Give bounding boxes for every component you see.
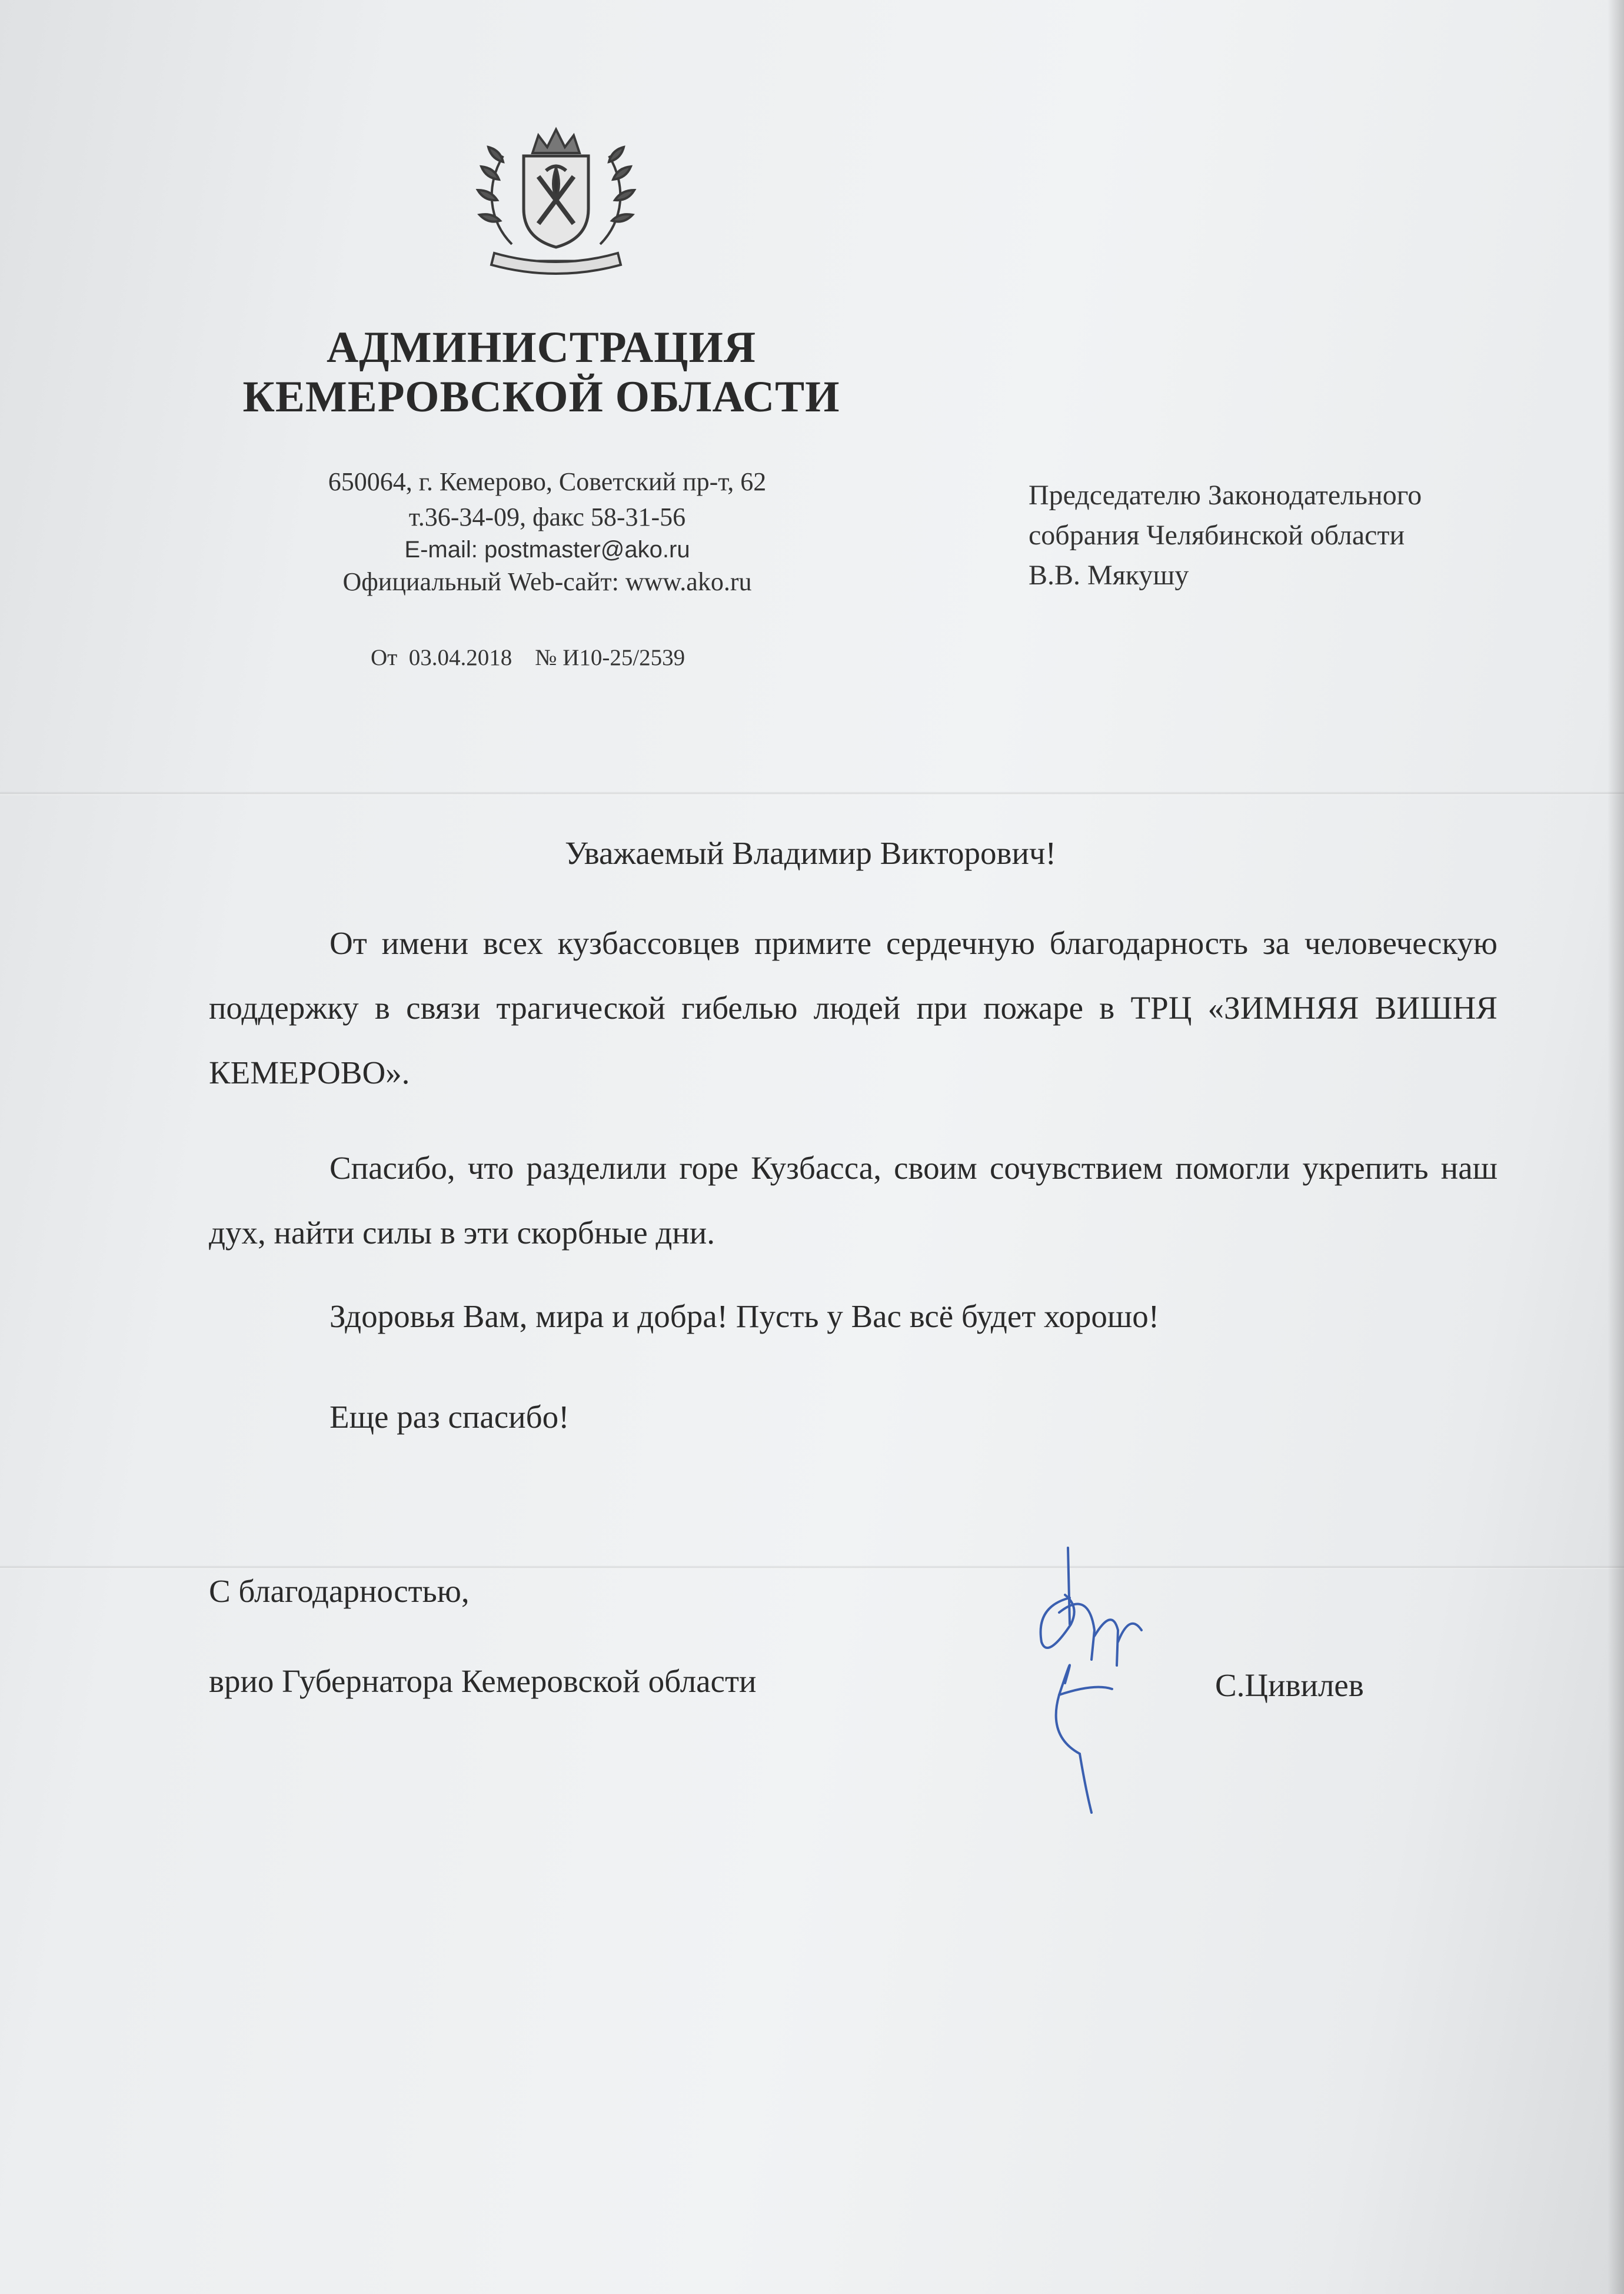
signer-position: врио Губернатора Кемеровской области [209, 1663, 757, 1699]
recipient-line: В.В. Мякушу [1029, 560, 1189, 591]
coat-of-arms-icon [471, 121, 641, 280]
letter-number: И10-25/2539 [563, 645, 685, 670]
org-title-line2: КЕМЕРОВСКОЙ ОБЛАСТИ [242, 373, 840, 421]
paper-fold [0, 792, 1624, 795]
signer-name: С.Цивилев [1215, 1667, 1364, 1703]
body-paragraph: От имени всех кузбассовцев примите сердечную благодарность за человеческую поддержку в связи трагической гибелью людей при пожаре в ТРЦ «ЗИМНЯЯ ВИШНЯ КЕМЕРОВО». [209, 925, 1497, 1091]
registration-line [371, 644, 685, 671]
org-address: 650064, г. Кемерово, Советский пр-т, 62 [328, 467, 767, 496]
org-phone-fax: т.36-34-09, факс 58-31-56 [408, 503, 686, 531]
date-label: От [371, 645, 398, 670]
number-label: № [535, 645, 557, 670]
salutation: Уважаемый Владимир Викторович! [565, 835, 1056, 871]
org-title-line1: АДМИНИСТРАЦИЯ [327, 323, 756, 372]
recipient-line: Председателю Законодательного [1029, 480, 1422, 511]
closing-regards: С благодарностью, [209, 1573, 470, 1609]
recipient-line: собрания Челябинской области [1029, 520, 1405, 551]
paper-edge-shadow [1608, 0, 1624, 2294]
body-paragraph: Спасибо, что разделили горе Кузбасса, своим сочувствием помогли укрепить наш дух, найти силы в эти скорбные дни. [209, 1150, 1497, 1251]
body-paragraph: Еще раз спасибо! [330, 1399, 570, 1435]
org-email: E-mail: postmaster@ako.ru [404, 537, 690, 563]
body-paragraph: Здоровья Вам, мира и добра! Пусть у Вас всё будет хорошо! [330, 1298, 1160, 1334]
letter-date: 03.04.2018 [408, 645, 513, 670]
handwritten-signature [1024, 1542, 1171, 1818]
recipient-block [1029, 476, 1422, 596]
paper-fold [0, 1565, 1624, 1569]
org-website: Официальный Web-сайт: www.ako.ru [342, 567, 752, 596]
